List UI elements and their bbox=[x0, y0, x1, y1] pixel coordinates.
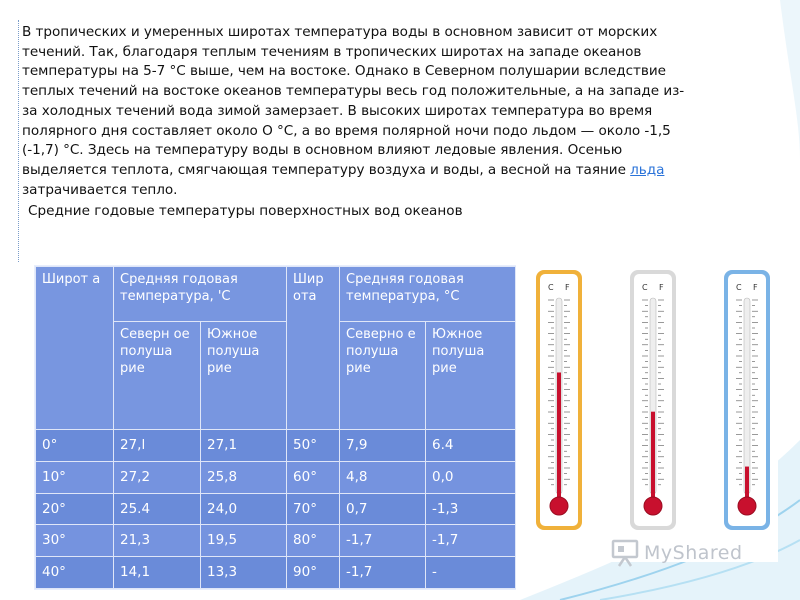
logo-text: MyShared bbox=[644, 542, 743, 564]
thermometers-svg bbox=[532, 262, 778, 562]
table-cell: 25.4 bbox=[114, 493, 201, 525]
table-cell: 20° bbox=[36, 493, 114, 525]
ice-link[interactable]: льда bbox=[630, 161, 665, 178]
table-cell: -1,3 bbox=[426, 493, 516, 525]
table-caption: Средние годовые температуры поверхностных вод океанов bbox=[28, 203, 463, 220]
table-cell: 25,8 bbox=[201, 461, 287, 493]
table-row bbox=[36, 493, 516, 525]
table-cell: 4,8 bbox=[340, 461, 426, 493]
myshared-logo bbox=[610, 538, 743, 568]
mercury-column bbox=[651, 412, 655, 498]
fahrenheit-label: F bbox=[753, 283, 758, 292]
table-cell: 27,1 bbox=[201, 430, 287, 462]
celsius-label: C bbox=[642, 283, 648, 292]
table-cell: - bbox=[426, 557, 516, 589]
thermometer bbox=[630, 270, 676, 530]
thermometer-bulb bbox=[738, 497, 756, 515]
thermometer-tube bbox=[744, 298, 750, 494]
table-row bbox=[36, 557, 516, 589]
celsius-label: C bbox=[548, 283, 554, 292]
table-cell: 90° bbox=[287, 557, 340, 589]
thermometers-illustration bbox=[532, 262, 778, 562]
thermometer-bulb bbox=[644, 497, 662, 515]
table-cell: 7,9 bbox=[340, 430, 426, 462]
table-cell: 27,l bbox=[114, 430, 201, 462]
header-northern-hemisphere-2: Северно е полуша рие bbox=[340, 322, 426, 430]
paragraph-text-after-link: затрачивается тепло. bbox=[22, 181, 178, 198]
table-cell: 0° bbox=[36, 430, 114, 462]
description-text-block bbox=[18, 20, 696, 262]
table-cell: 14,1 bbox=[114, 557, 201, 589]
header-latitude-1: Широт а bbox=[36, 267, 114, 430]
table-cell: 21,3 bbox=[114, 525, 201, 557]
header-southern-hemisphere-1: Южное полуша рие bbox=[201, 322, 287, 430]
table-cell: 13,3 bbox=[201, 557, 287, 589]
description-paragraph bbox=[22, 23, 696, 200]
mercury-column bbox=[557, 372, 561, 498]
header-average-temperature-1: Средняя годовая температура, 'С bbox=[114, 267, 287, 322]
table-cell: 50° bbox=[287, 430, 340, 462]
table-cell: 27,2 bbox=[114, 461, 201, 493]
table-cell: 0,0 bbox=[426, 461, 516, 493]
fahrenheit-label: F bbox=[565, 283, 570, 292]
fahrenheit-label: F bbox=[659, 283, 664, 292]
table-cell: 60° bbox=[287, 461, 340, 493]
paragraph-text-before-link: В тропических и умеренных широтах температура воды в основном зависит от морских течений. Так, благодаря теплым течениям в тропических широтах на западе океанов температуры на 5-7 °С выше, чем на востоке. Однако в Северном полушарии вследствие теплых течений на востоке океанов температуры весь год положительные, а на западе из-за холодных течений вода зимой замерзает. В высоких широтах температура во время полярного дня составляет около О °С, а во время полярной ночи подо льдом — около -1,5 (-1,7) °С. Здесь на температуру воды в основном влияют ледовые явления. Осенью выделяется теплота, смягчающая температуру воздуха и воды, а весной на таяние bbox=[22, 24, 685, 178]
table-cell: -1,7 bbox=[340, 525, 426, 557]
header-latitude-2: Шир ота bbox=[287, 267, 340, 430]
table-cell: 70° bbox=[287, 493, 340, 525]
table-row bbox=[36, 461, 516, 493]
table-cell: 30° bbox=[36, 525, 114, 557]
table-cell: 24,0 bbox=[201, 493, 287, 525]
header-southern-hemisphere-2: Южное полуша рие bbox=[426, 322, 516, 430]
mercury-column bbox=[745, 467, 749, 498]
table-row bbox=[36, 430, 516, 462]
table-cell: -1,7 bbox=[340, 557, 426, 589]
table-cell: 40° bbox=[36, 557, 114, 589]
header-average-temperature-2: Средняя годовая температура, °С bbox=[340, 267, 516, 322]
thermometer bbox=[536, 270, 582, 530]
temperature-table-wrapper bbox=[34, 265, 516, 590]
table-cell: 0,7 bbox=[340, 493, 426, 525]
table-cell: 80° bbox=[287, 525, 340, 557]
presentation-screen-icon bbox=[610, 538, 640, 568]
celsius-label: C bbox=[736, 283, 742, 292]
table-cell: 10° bbox=[36, 461, 114, 493]
table-cell: -1,7 bbox=[426, 525, 516, 557]
header-northern-hemisphere-1: Северн ое полуша рие bbox=[114, 322, 201, 430]
table-row bbox=[36, 525, 516, 557]
table-cell: 6.4 bbox=[426, 430, 516, 462]
temperature-table bbox=[35, 266, 516, 589]
thermometer-bulb bbox=[550, 497, 568, 515]
thermometer bbox=[724, 270, 770, 530]
table-cell: 19,5 bbox=[201, 525, 287, 557]
